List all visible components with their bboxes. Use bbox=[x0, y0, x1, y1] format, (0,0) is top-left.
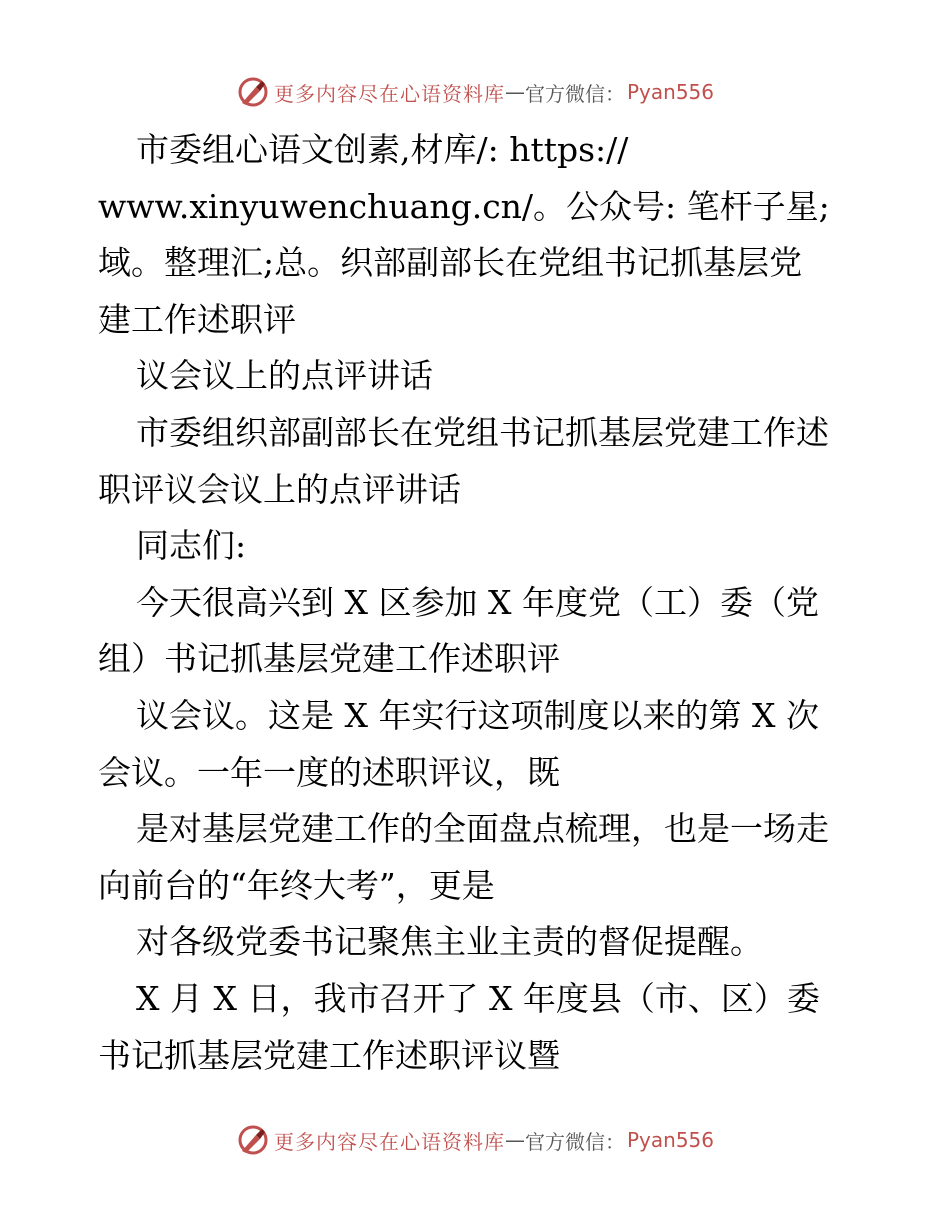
body-line: 向前台的“年终大考”，更是 bbox=[98, 865, 495, 905]
document-body bbox=[98, 122, 858, 1084]
body-line: 会议。一年一度的述职评议，既 bbox=[98, 752, 560, 792]
body-line: 议会议。这是 X 年实行这项制度以来的第 X 次 bbox=[136, 695, 819, 735]
header-wechat-label: 官方微信： bbox=[524, 81, 625, 106]
header-promo-text: 更多内容尽在心语资料库 bbox=[273, 81, 505, 106]
footer-banner bbox=[0, 1120, 950, 1160]
body-line: 市委组心语文创素,材库/: https:// bbox=[136, 130, 629, 169]
footer-separator: — bbox=[504, 1128, 525, 1152]
footer-wechat-label: 官方微信： bbox=[524, 1129, 625, 1154]
pen-logo-icon bbox=[236, 75, 270, 109]
body-line: 职评议会议上的点评讲话 bbox=[98, 469, 461, 509]
body-line: 议会议上的点评讲话 bbox=[136, 356, 433, 396]
body-line: 对各级党委书记聚焦主业主责的督促提醒。 bbox=[136, 922, 763, 962]
pen-logo-icon bbox=[236, 1123, 270, 1157]
body-line: X 月 X 日，我市召开了 X 年度县（市、区）委 bbox=[136, 978, 820, 1018]
footer-wechat-id: Pyan556 bbox=[626, 1128, 714, 1152]
body-line: 建工作述职评 bbox=[98, 299, 296, 339]
body-line: 同志们: bbox=[136, 526, 247, 566]
body-line: 是对基层党建工作的全面盘点梳理，也是一场走 bbox=[136, 809, 829, 849]
header-banner bbox=[0, 72, 950, 112]
body-line: 书记抓基层党建工作述职评议暨 bbox=[98, 1035, 560, 1075]
footer-promo-text: 更多内容尽在心语资料库 bbox=[273, 1129, 505, 1154]
body-line: 今天很高兴到 X 区参加 X 年度党（工）委（党 bbox=[136, 582, 819, 622]
header-separator: — bbox=[504, 80, 525, 104]
body-line: www.xinyuwenchuang.cn/。公众号: 笔杆子星; bbox=[98, 186, 830, 226]
body-line: 组）书记抓基层党建工作述职评 bbox=[98, 639, 560, 679]
body-line: 域。整理汇;总。织部副部长在党组书记抓基层党 bbox=[98, 243, 803, 283]
body-line: 市委组织部副部长在党组书记抓基层党建工作述 bbox=[136, 412, 829, 452]
header-wechat-id: Pyan556 bbox=[626, 80, 714, 104]
